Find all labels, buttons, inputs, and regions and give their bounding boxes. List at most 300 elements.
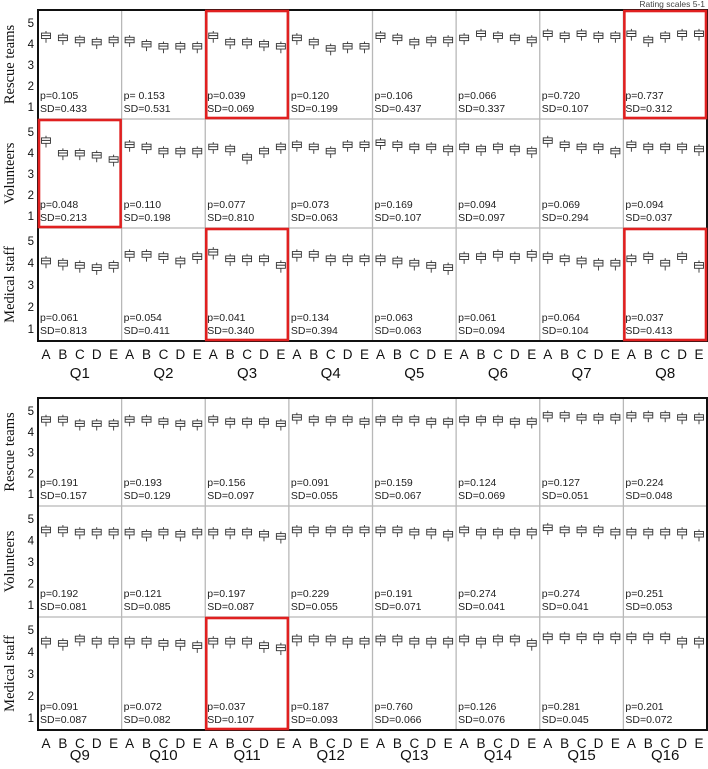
box-D [92,263,101,275]
y-tick-label: 2 [27,691,34,703]
box-E [527,35,536,47]
category-tick-label: A [375,347,386,362]
sd-value-label: SD=0.340 [207,325,255,337]
box-A [376,31,385,43]
category-tick-label: E [359,347,370,362]
p-value-label: p=0.720 [541,90,580,102]
box-B [309,634,318,646]
box-C [326,634,335,646]
p-value-label: p=0.069 [541,199,580,211]
p-value-label: p=0.061 [40,312,79,324]
box-D [92,37,101,49]
category-tick-label: A [626,347,636,362]
category-tick-label: B [643,736,653,751]
box-D [427,527,436,539]
y-tick-label: 4 [27,148,34,160]
box-E [444,636,453,648]
box-D [343,415,352,427]
box-B [58,525,67,537]
box-B [393,525,402,537]
p-value-label: p=0.066 [458,90,497,102]
y-tick-label: 2 [27,190,34,202]
category-tick-label: E [109,736,119,751]
sd-value-label: SD=0.085 [123,601,171,613]
box-D [343,525,352,537]
box-A [460,525,469,537]
category-tick-label: C [325,736,336,751]
box-E [276,531,285,543]
y-tick-label: 5 [27,18,34,30]
box-E [611,632,620,644]
box-C [661,411,670,423]
p-value-label: p=0.159 [374,477,413,489]
box-E [527,527,536,539]
p-value-label: p=0.091 [290,477,330,489]
p-value-label: p=0.106 [374,90,413,102]
box-D [510,527,519,539]
box-E [360,525,369,537]
box-D [176,256,185,268]
question-label: Q15 [567,747,596,764]
p-value-label: p=0.064 [541,312,580,324]
p-value-label: p=0.037 [207,701,246,713]
box-C [577,142,586,154]
y-tick-label: 3 [27,60,34,72]
category-tick-label: A [459,736,469,751]
sd-value-label: SD=0.048 [625,490,673,502]
box-A [42,136,51,148]
category-tick-label: C [493,347,503,362]
y-tick-label: 1 [27,713,34,725]
box-B [560,254,569,266]
sd-value-label: SD=0.072 [625,714,673,726]
box-E [193,527,202,539]
box-C [493,527,502,539]
sd-value-label: SD=0.087 [207,601,255,613]
box-C [243,254,252,266]
box-D [176,529,185,541]
box-D [510,252,519,264]
row-label: Medical staff [2,635,18,712]
y-tick-label: 1 [27,102,34,114]
box-C [243,153,252,165]
box-D [176,419,185,431]
box-D [176,146,185,158]
p-value-label: p=0.105 [40,90,79,102]
box-A [209,31,218,43]
category-tick-label: B [560,347,570,362]
category-tick-label: A [543,347,553,362]
box-A [627,254,636,266]
y-tick-label: 2 [27,81,34,93]
row-label: Volunteers [2,530,18,593]
category-tick-label: C [409,347,420,362]
box-B [644,527,653,539]
category-tick-label: E [527,347,537,362]
sd-value-label: SD=0.097 [207,490,255,502]
category-tick-label: E [109,347,119,362]
box-C [661,31,670,43]
sd-value-label: SD=0.198 [123,212,171,224]
y-tick-label: 5 [27,625,34,637]
p-value-label: p=0.126 [458,701,497,713]
box-B [393,140,402,152]
p-value-label: p=0.121 [123,588,162,600]
box-E [611,258,620,270]
category-tick-label: C [493,736,503,751]
box-E [193,419,202,431]
category-tick-label: A [459,347,469,362]
box-D [259,39,268,51]
box-E [276,419,285,431]
box-A [543,136,552,148]
box-B [226,417,235,429]
box-E [360,254,369,266]
category-tick-label: E [694,736,704,751]
category-tick-label: A [41,347,51,362]
box-E [444,529,453,541]
box-D [678,252,687,264]
box-C [493,634,502,646]
box-B [142,415,151,427]
box-A [209,415,218,427]
box-E [527,417,536,429]
p-value-label: p=0.037 [625,312,664,324]
sd-value-label: SD=0.041 [541,601,589,613]
box-B [142,249,151,261]
box-D [343,140,352,152]
box-D [92,636,101,648]
sd-value-label: SD=0.037 [625,212,673,224]
box-C [159,638,168,650]
category-tick-label: D [593,736,604,751]
box-C [159,146,168,158]
y-tick-label: 3 [27,169,34,181]
sd-value-label: SD=0.104 [541,325,589,337]
p-value-label: p=0.274 [458,588,497,600]
sd-value-label: SD=0.199 [290,103,338,115]
box-C [243,37,252,49]
category-tick-label: A [125,347,135,362]
y-tick-label: 3 [27,280,34,292]
box-A [627,29,636,41]
rating-scale-note: Rating scales 5-1 [639,0,705,9]
box-C [410,636,419,648]
box-E [444,144,453,156]
box-D [678,636,687,648]
box-C [661,258,670,270]
p-value-label: p= 0.153 [123,90,165,102]
y-tick-label: 5 [27,127,34,139]
sd-value-label: SD=0.157 [40,490,87,502]
box-E [276,41,285,53]
p-value-label: p=0.091 [40,701,79,713]
box-B [644,411,653,423]
sd-value-label: SD=0.107 [207,714,255,726]
category-tick-label: B [309,736,319,751]
box-E [193,41,202,53]
box-E [109,155,118,167]
box-C [159,41,168,53]
category-tick-label: B [309,347,319,362]
box-B [58,638,67,650]
category-tick-label: C [74,736,85,751]
box-D [510,33,519,45]
question-label: Q2 [153,365,174,382]
p-value-label: p=0.156 [207,477,246,489]
y-tick-label: 1 [27,600,34,612]
box-D [427,636,436,648]
box-A [543,632,552,644]
box-E [109,35,118,47]
p-value-label: p=0.197 [207,588,246,600]
box-E [360,140,369,152]
box-D [92,419,101,431]
p-value-label: p=0.094 [458,199,497,211]
box-C [326,44,335,56]
box-D [427,142,436,154]
sd-value-label: SD=0.063 [374,325,422,337]
box-B [644,35,653,47]
category-tick-label: D [677,347,687,362]
sd-value-label: SD=0.411 [123,325,170,337]
box-E [611,527,620,539]
p-value-label: p=0.134 [290,312,330,324]
category-tick-label: C [242,347,252,362]
y-tick-label: 1 [27,324,34,336]
box-C [661,632,670,644]
box-C [75,260,84,272]
question-label: Q4 [320,365,341,382]
box-B [477,527,486,539]
sd-value-label: SD=0.055 [290,601,338,613]
category-tick-label: D [342,347,353,362]
category-tick-label: A [626,736,636,751]
sd-value-label: SD=0.067 [374,490,422,502]
box-D [678,413,687,425]
box-B [309,142,318,154]
y-tick-label: 4 [27,39,34,51]
box-D [427,417,436,429]
box-D [259,417,268,429]
box-C [75,148,84,160]
box-D [176,41,185,53]
category-tick-label: C [576,347,587,362]
box-E [193,146,202,158]
category-tick-label: D [426,736,437,751]
box-E [695,413,704,425]
question-label: Q14 [483,747,513,764]
chart-panel-bottom [2,398,707,764]
box-A [292,33,301,45]
sd-value-label: SD=0.066 [374,714,422,726]
p-value-label: p=0.061 [458,312,497,324]
category-tick-label: E [192,347,202,362]
category-tick-label: E [359,736,370,751]
box-D [510,417,519,429]
sd-value-label: SD=0.069 [458,490,506,502]
box-D [259,641,268,653]
box-E [276,643,285,655]
box-E [360,417,369,429]
y-tick-label: 2 [27,468,34,481]
box-B [58,148,67,160]
question-label: Q9 [69,747,90,764]
p-value-label: p=0.077 [207,199,246,211]
sd-value-label: SD=0.071 [374,601,422,613]
box-B [58,33,67,45]
box-C [410,415,419,427]
box-A [376,415,385,427]
p-value-label: p=0.737 [625,90,664,102]
category-tick-label: D [175,736,186,751]
box-D [259,146,268,158]
category-tick-label: B [476,736,486,751]
box-C [493,249,502,261]
question-label: Q3 [237,365,258,382]
box-C [577,632,586,644]
sd-value-label: SD=0.433 [40,103,87,115]
box-C [75,419,84,431]
category-tick-label: A [375,736,386,751]
category-tick-label: C [74,347,85,362]
row-label: Rescue teams [2,412,18,492]
sd-value-label: SD=0.337 [458,103,506,115]
p-value-label: p=0.048 [40,199,79,211]
y-tick-label: 4 [27,535,34,548]
box-C [410,527,419,539]
p-value-label: p=0.073 [290,199,330,211]
box-B [393,415,402,427]
box-C [661,527,670,539]
category-tick-label: A [208,347,218,362]
sd-value-label: SD=0.063 [290,212,338,224]
category-tick-label: D [175,347,186,362]
box-A [460,33,469,45]
box-D [176,638,185,650]
box-A [125,636,134,648]
box-B [644,252,653,264]
box-A [125,35,134,47]
box-D [259,529,268,541]
box-A [543,523,552,535]
p-value-label: p=0.281 [541,701,580,713]
box-B [560,140,569,152]
category-tick-label: C [242,736,252,751]
box-A [627,140,636,152]
category-tick-label: A [125,736,135,751]
p-value-label: p=0.063 [374,312,413,324]
category-tick-label: D [677,736,687,751]
box-B [560,525,569,537]
box-D [678,142,687,154]
p-value-label: p=0.072 [123,701,162,713]
box-A [292,634,301,646]
sd-value-label: SD=0.041 [458,601,506,613]
box-B [560,632,569,644]
category-tick-label: C [158,347,169,362]
category-tick-label: D [91,347,102,362]
box-D [343,636,352,648]
sd-value-label: SD=0.082 [123,714,171,726]
box-A [292,249,301,261]
box-B [477,415,486,427]
category-tick-label: D [509,736,520,751]
row-label: Rescue teams [2,24,18,105]
box-E [193,252,202,264]
box-E [527,146,536,158]
box-B [226,636,235,648]
box-D [427,260,436,272]
box-A [460,415,469,427]
box-C [326,525,335,537]
box-C [243,527,252,539]
sd-value-label: SD=0.394 [290,325,338,337]
box-E [695,260,704,272]
box-D [92,527,101,539]
p-value-label: p=0.094 [625,199,664,211]
category-tick-label: D [426,347,437,362]
box-B [309,525,318,537]
y-tick-label: 3 [27,669,34,681]
box-D [343,254,352,266]
box-E [695,529,704,541]
category-tick-label: D [91,736,102,751]
y-tick-label: 5 [27,236,34,248]
box-A [209,247,218,259]
sd-value-label: SD=0.051 [541,490,589,502]
box-A [292,140,301,152]
box-E [276,260,285,272]
box-A [42,636,51,648]
box-D [510,634,519,646]
box-E [109,636,118,648]
sd-value-label: SD=0.107 [374,212,422,224]
category-tick-label: A [208,736,218,751]
box-A [125,140,134,152]
box-A [125,527,134,539]
box-B [477,29,486,41]
box-A [460,634,469,646]
sd-value-label: SD=0.055 [290,490,338,502]
question-label: Q16 [651,747,680,764]
box-B [393,256,402,268]
box-B [477,252,486,264]
box-A [543,411,552,423]
box-C [159,252,168,264]
sd-value-label: SD=0.312 [625,103,673,115]
p-value-label: p=0.229 [290,588,330,600]
box-E [360,636,369,648]
box-C [493,415,502,427]
box-C [410,142,419,154]
category-tick-label: E [610,347,620,362]
p-value-label: p=0.191 [374,588,413,600]
category-tick-label: E [443,736,453,751]
box-B [644,632,653,644]
sd-value-label: SD=0.294 [541,212,589,224]
sd-value-label: SD=0.413 [625,325,673,337]
box-E [695,144,704,156]
box-A [42,256,51,268]
box-C [410,258,419,270]
box-D [427,35,436,47]
box-C [326,415,335,427]
y-tick-label: 1 [27,211,34,223]
box-E [444,35,453,47]
category-tick-label: D [593,347,604,362]
box-A [209,142,218,154]
